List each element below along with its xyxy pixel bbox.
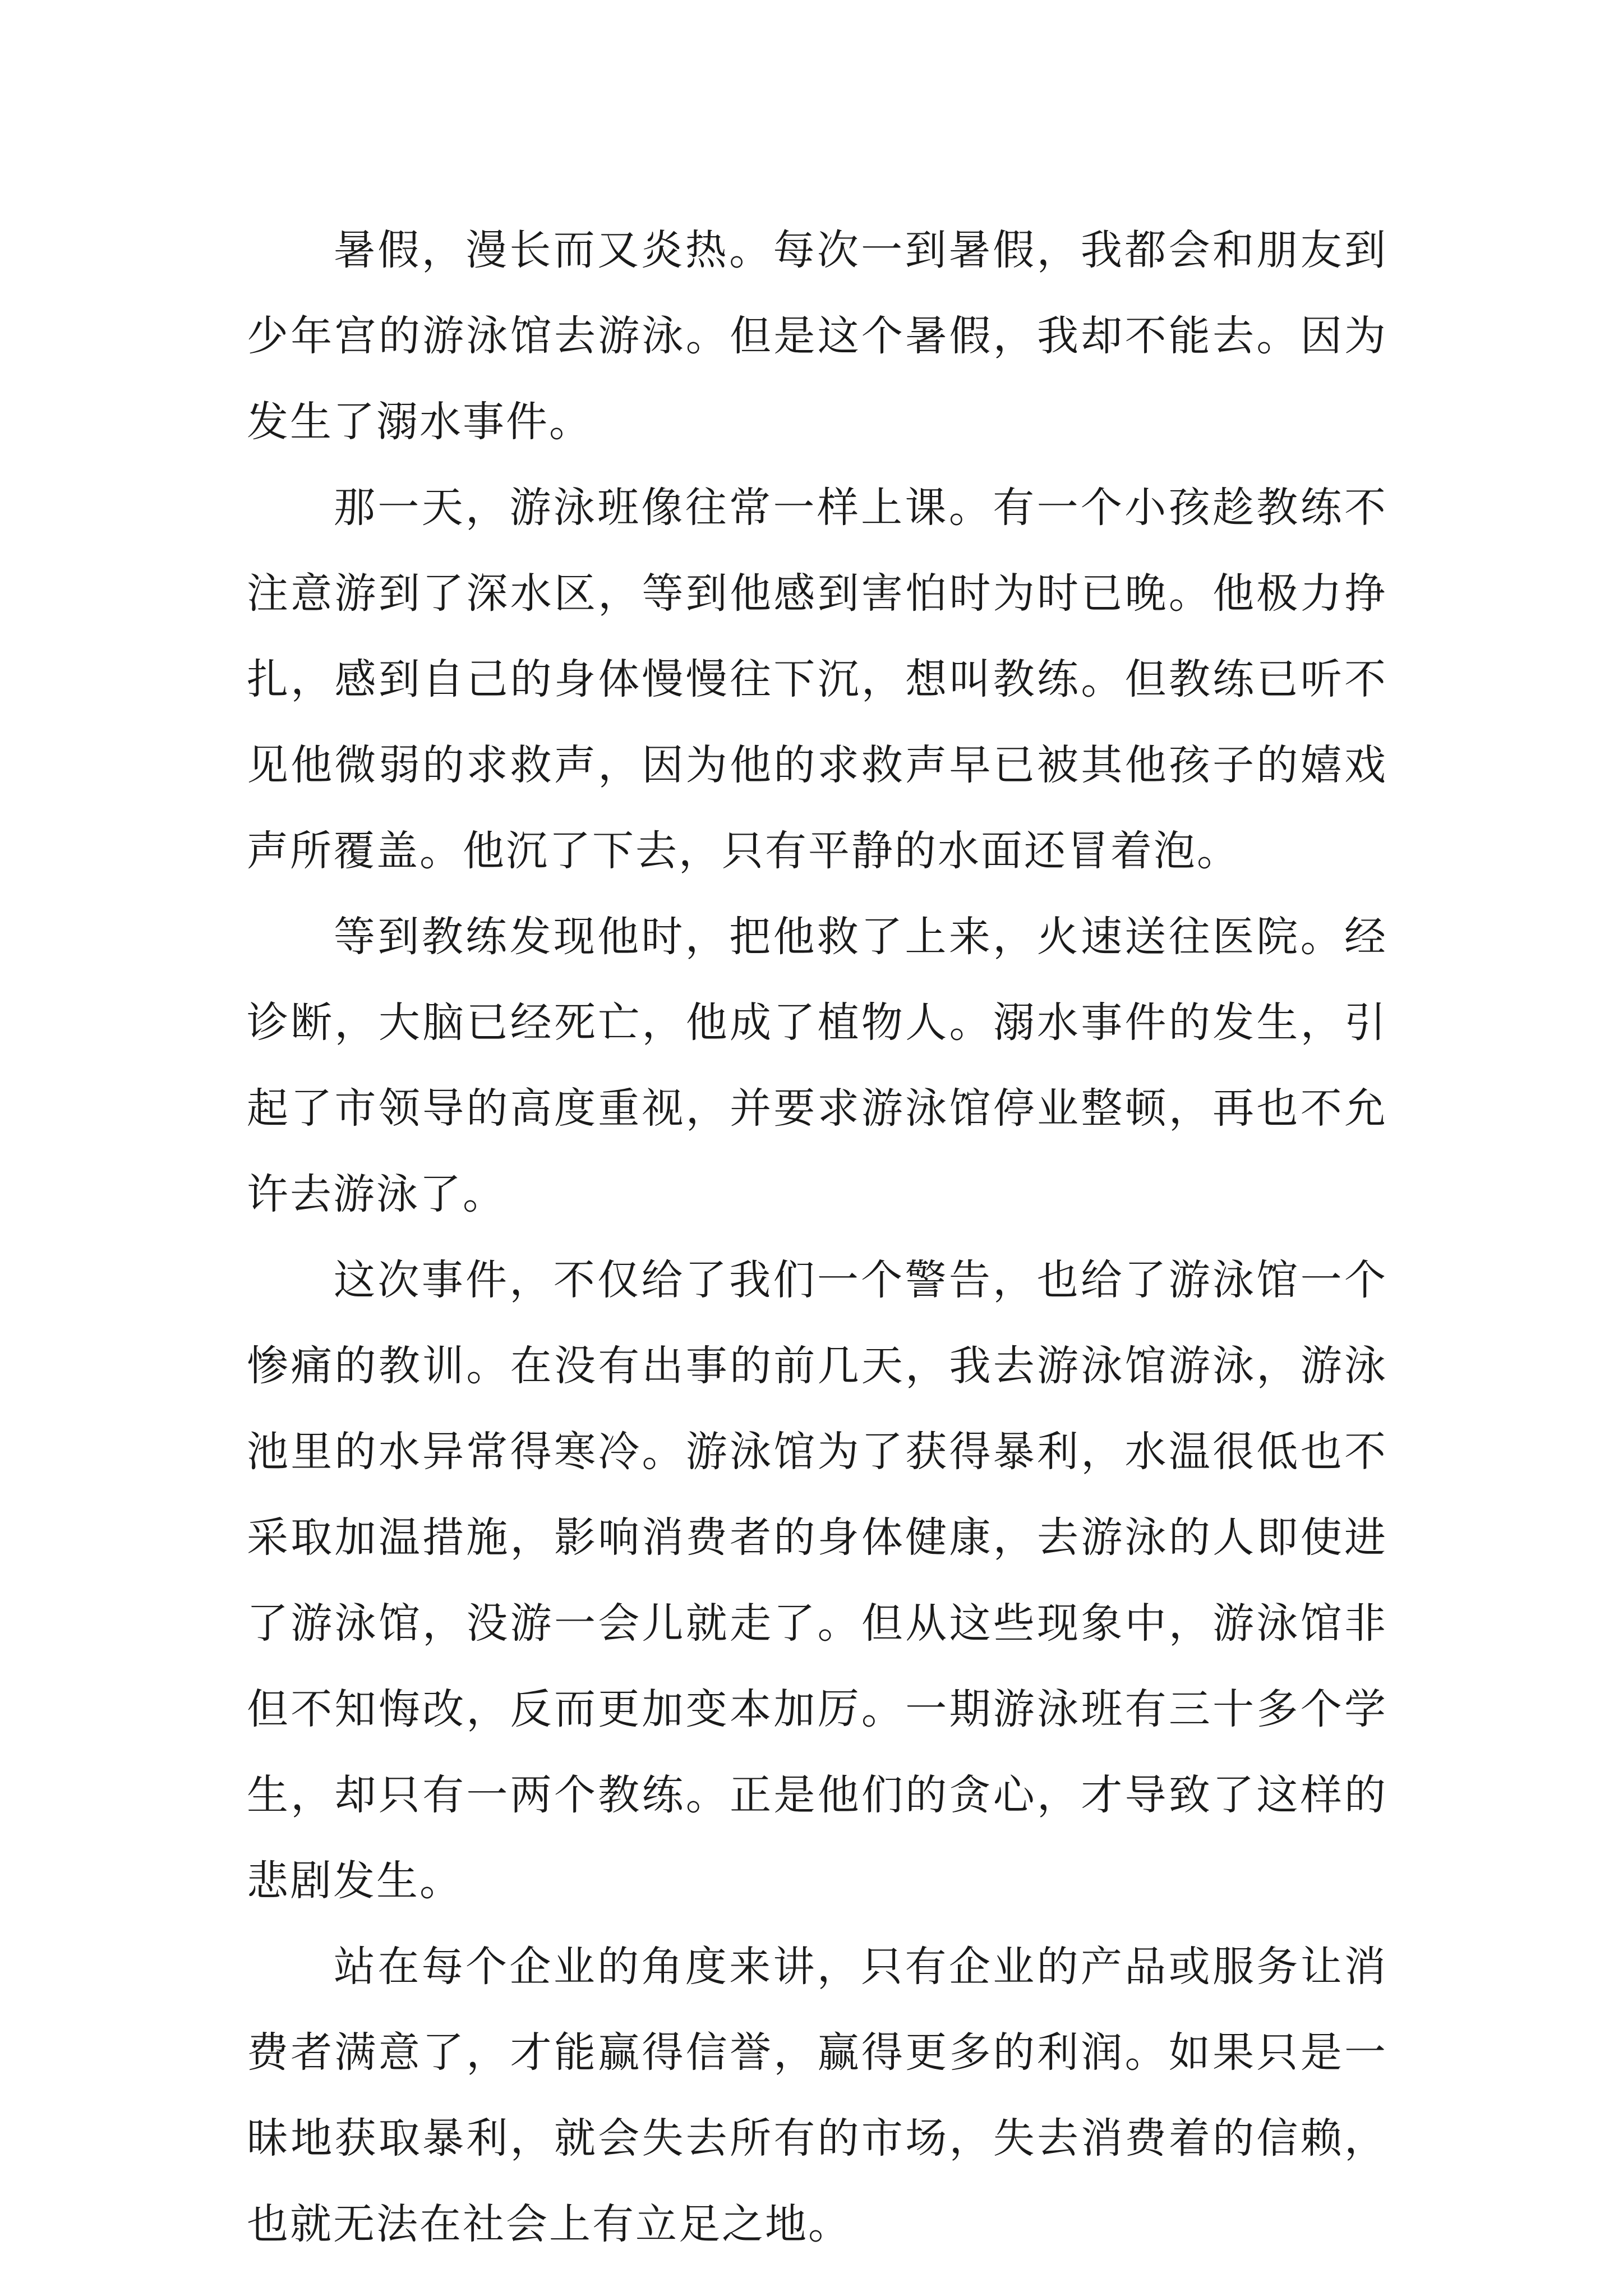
paragraph: 等到教练发现他时，把他救了上来，火速送往医院。经诊断，大脑已经死亡，他成了植物人。溺水事件的发生，引起了市领导的高度重视，并要求游泳馆停业整顿，再也不允许去游泳了。: [247, 913, 1387, 1218]
paragraph: 那一天，游泳班像往常一样上课。有一个小孩趁教练不注意游到了深水区，等到他感到害怕时为时已晚。他极力挣扎，感到自己的身体慢慢往下沉，想叫教练。但教练已听不见他微弱的求救声，因为他的求救声早已被其他孩子的嬉戏声所覆盖。他沉了下去，只有平静的水面还冒着泡。: [247, 484, 1387, 875]
paragraph: 站在每个企业的角度来讲，只有企业的产品或服务让消费者满意了，才能赢得信誉，赢得更多的利润。如果只是一昧地获取暴利，就会失去所有的市场，失去消费着的信赖，也就无法在社会上有立足之地。: [247, 1943, 1387, 2248]
document-body: [247, 208, 1387, 2267]
paragraph: 这次事件，不仅给了我们一个警告，也给了游泳馆一个惨痛的教训。在没有出事的前几天，我去游泳馆游泳，游泳池里的水异常得寒冷。游泳馆为了获得暴利，水温很低也不采取加温措施，影响消费者的身体健康，去游泳的人即使进了游泳馆，没游一会儿就走了。但从这些现象中，游泳馆非但不知悔改，反而更加变本加厉。一期游泳班有三十多个学生，却只有一两个教练。正是他们的贪心，才导致了这样的悲剧发生。: [247, 1256, 1387, 1905]
paragraph: 暑假，漫长而又炎热。每次一到暑假，我都会和朋友到少年宫的游泳馆去游泳。但是这个暑假，我却不能去。因为发生了溺水事件。: [247, 226, 1387, 446]
